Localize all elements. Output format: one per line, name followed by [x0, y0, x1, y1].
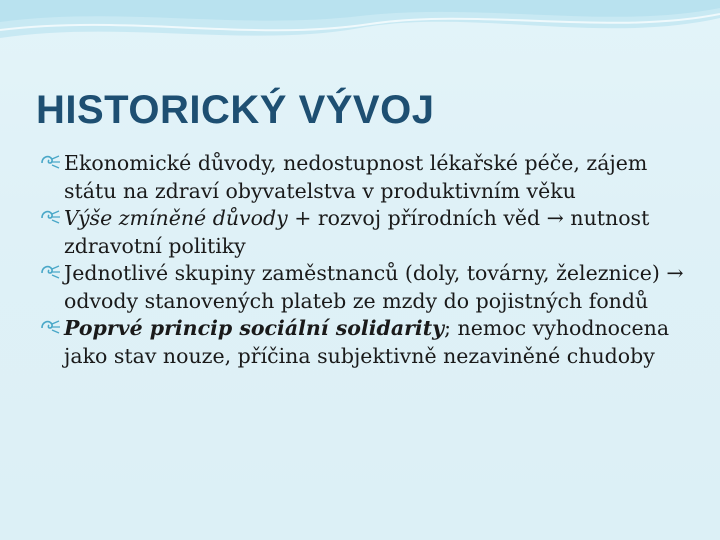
bullet-item: [40, 315, 690, 370]
bullet-text: + rozvoj přírodních věd → nutnost zdravotní politiky: [64, 206, 650, 258]
sun-swirl-icon: [40, 319, 64, 337]
bullet-text: Jednotlivé skupiny zaměstnanců (doly, továrny, železnice) → odvody stanovených plateb ze mzdy do pojistných fondů: [64, 261, 684, 313]
bullet-item: [40, 150, 690, 205]
bullet-italic-lead: Výše zmíněné důvody: [64, 206, 288, 230]
bullet-bold-lead: Poprvé princip sociální solidarity: [64, 316, 445, 340]
sun-swirl-icon: [40, 264, 64, 282]
sun-swirl-icon: [40, 154, 64, 172]
bullet-item: [40, 205, 690, 260]
bullet-item: [40, 260, 690, 315]
bullet-list: [40, 150, 690, 370]
sun-swirl-icon: [40, 209, 64, 227]
header-wave-decoration: [0, 0, 720, 70]
bullet-text: Ekonomické důvody, nedostupnost lékařské péče, zájem státu na zdraví obyvatelstva v produktivním věku: [64, 151, 648, 203]
slide-title: HISTORICKÝ VÝVOJ: [36, 88, 435, 132]
bullet-text: ; nemoc vyhodnocena jako stav nouze, příčina subjektivně nezaviněné chudoby: [64, 316, 670, 368]
